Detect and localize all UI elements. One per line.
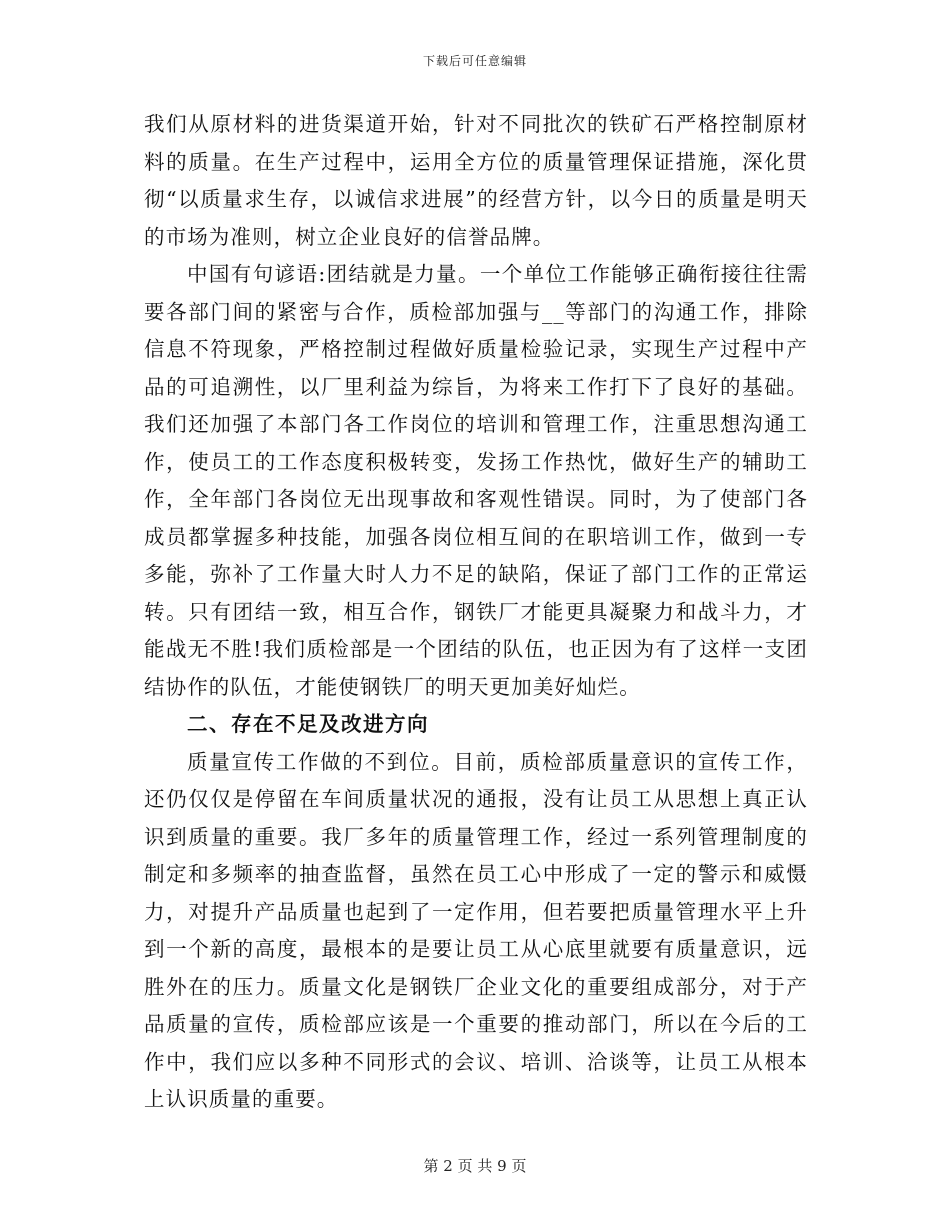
paragraph: 中国有句谚语:团结就是力量。一个单位工作能够正确衔接往往需要各部门间的紧密与合作，质检部加强与__等部门的沟通工作，排除信息不符现象，严格控制过程做好质量检验记录，实现生产过程中产品的可追溯性，以厂里利益为综旨，为将来工作打下了良好的基础。我们还加强了本部门各工作岗位的培训和管理工作，注重思想沟通工作，使员工的工作态度积极转变，发扬工作热忱，做好生产的辅助工作，全年部门各岗位无出现事故和客观性错误。同时，为了使部门各成员都掌握多种技能，加强各岗位相互间的在职培训工作，做到一专多能，弥补了工作量大时人力不足的缺陷，保证了部门工作的正常运转。只有团结一致，相互合作，钢铁厂才能更具凝聚力和战斗力，才能战无不胜!我们质检部是一个团结的队伍，也正因为有了这样一支团结协作的队伍，才能使钢铁厂的明天更加美好灿烂。 xyxy=(144,262,808,699)
paragraph: 我们从原材料的进货渠道开始，针对不同批次的铁矿石严格控制原材料的质量。在生产过程中，运用全方位的质量管理保证措施，深化贯彻“以质量求生存，以诚信求进展”的经营方针，以今日的质量是明天的市场为准则，树立企业良好的信誉品牌。 xyxy=(144,112,808,249)
section-heading: 二、存在不足及改进方向 xyxy=(187,712,429,736)
page-header: 下载后可任意编辑 xyxy=(422,54,527,68)
document-body xyxy=(144,106,808,1119)
paragraph: 质量宣传工作做的不到位。目前，质检部质量意识的宣传工作，还仍仅仅是停留在车间质量状况的通报，没有让员工从思想上真正认识到质量的重要。我厂多年的质量管理工作，经过一系列管理制度的制定和多频率的抽查监督，虽然在员工心中形成了一定的警示和威慑力，对提升产品质量也起到了一定作用，但若要把质量管理水平上升到一个新的高度，最根本的是要让员工从心底里就要有质量意识，远胜外在的压力。质量文化是钢铁厂企业文化的重要组成部分，对于产品质量的宣传，质检部应该是一个重要的推动部门，所以在今后的工作中，我们应以多种不同形式的会议、培训、洽谈等，让员工从根本上认识质量的重要。 xyxy=(144,749,808,1111)
page-number: 第 2 页 共 9 页 xyxy=(423,1157,527,1175)
